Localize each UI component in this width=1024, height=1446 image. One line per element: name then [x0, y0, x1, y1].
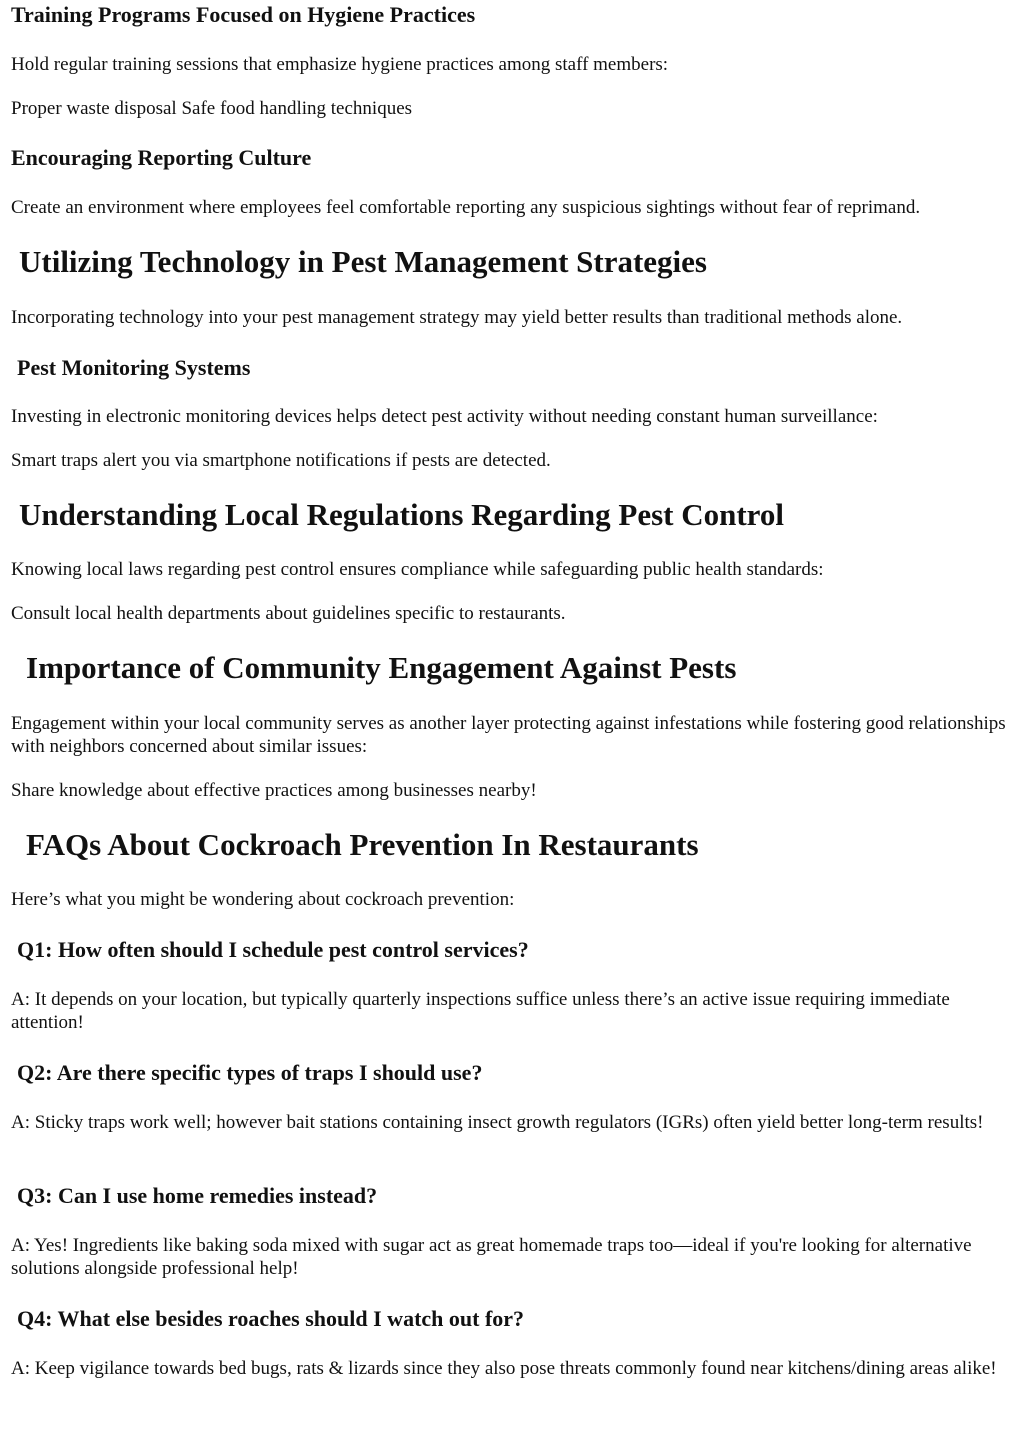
faq-answer: A: It depends on your location, but typically quarterly inspections suffice unless there’s an active issue requiring immediate attention! — [11, 989, 950, 1033]
regulations-heading: Understanding Local Regulations Regarding Pest Control — [19, 497, 784, 532]
reporting-heading: Encouraging Reporting Culture — [11, 145, 312, 170]
faq-question: Q1: How often should I schedule pest control services? — [17, 937, 529, 962]
faq-question: Q2: Are there specific types of traps I should use? — [17, 1060, 483, 1085]
faq-answer: A: Sticky traps work well; however bait stations containing insect growth regulators (IGRs) often yield better long-term results! — [11, 1112, 984, 1133]
faq-answer: A: Keep vigilance towards bed bugs, rats & lizards since they also pose threats commonly found near kitchens/dining areas alike! — [11, 1358, 997, 1379]
technology-text: Incorporating technology into your pest management strategy may yield better results than traditional methods alone. — [11, 307, 903, 328]
regulations-item: Consult local health departments about guidelines specific to restaurants. — [11, 603, 566, 624]
training-intro: Hold regular training sessions that emphasize hygiene practices among staff members: — [11, 54, 669, 75]
faqs-intro: Here’s what you might be wondering about cockroach prevention: — [11, 889, 515, 910]
monitoring-item: Smart traps alert you via smartphone notifications if pests are detected. — [11, 450, 551, 471]
training-items: Proper waste disposal Safe food handling techniques — [11, 98, 413, 119]
faq-question: Q4: What else besides roaches should I watch out for? — [17, 1306, 525, 1331]
technology-heading: Utilizing Technology in Pest Management Strategies — [19, 244, 707, 279]
regulations-intro: Knowing local laws regarding pest control ensures compliance while safeguarding public health standards: — [11, 559, 824, 580]
faq-answer: A: Yes! Ingredients like baking soda mixed with sugar act as great homemade traps too—ideal if you're looking for alternative solutions alongside professional help! — [11, 1235, 972, 1279]
monitoring-heading: Pest Monitoring Systems — [17, 355, 251, 380]
community-intro: Engagement within your local community serves as another layer protecting against infestations while fostering good relationships with neighbors concerned about similar issues: — [11, 713, 1006, 757]
monitoring-intro: Investing in electronic monitoring devices helps detect pest activity without needing constant human surveillance: — [11, 406, 878, 427]
community-item: Share knowledge about effective practices among businesses nearby! — [11, 780, 537, 801]
training-heading: Training Programs Focused on Hygiene Practices — [11, 2, 476, 27]
faqs-heading: FAQs About Cockroach Prevention In Restaurants — [26, 827, 699, 862]
reporting-text: Create an environment where employees feel comfortable reporting any suspicious sightings without fear of reprimand. — [11, 197, 921, 218]
faq-question: Q3: Can I use home remedies instead? — [17, 1183, 378, 1208]
community-heading: Importance of Community Engagement Against Pests — [26, 650, 737, 685]
